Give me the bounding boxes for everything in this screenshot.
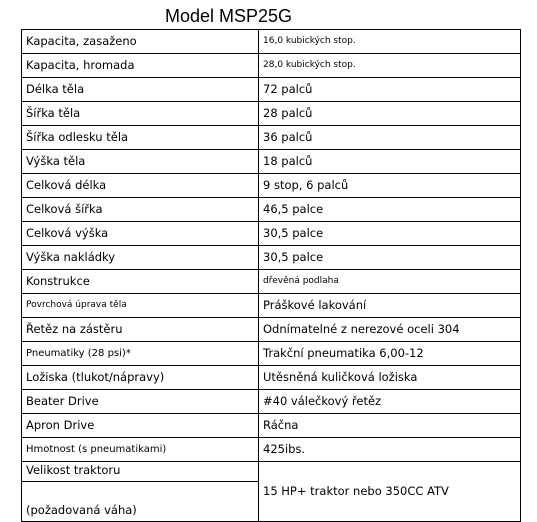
row-value: Utěsněná kuličková ložiska [259,366,521,390]
row-label: Apron Drive [22,414,259,438]
row-value: 72 palců [259,78,521,102]
row-label: Konstrukce [22,270,259,294]
row-label: Velikost traktoru [22,462,259,482]
row-value: 9 stop, 6 palců [259,174,521,198]
table-row [22,102,521,126]
row-label: Kapacita, zasaženo [22,30,259,54]
table-row [22,414,521,438]
row-label-secondary: (požadovaná váha) [22,482,259,522]
row-value: Trakční pneumatika 6,00-12 [259,342,521,366]
row-value: dřevěná podlaha [259,270,521,294]
table-row [22,30,521,54]
row-label: Šířka odlesku těla [22,126,259,150]
table-row [22,462,521,482]
row-value: 46,5 palce [259,198,521,222]
row-value: 30,5 palce [259,246,521,270]
row-label: Ložiska (tlukot/nápravy) [22,366,259,390]
spec-table [21,29,521,522]
row-label: Celková výška [22,222,259,246]
row-label: Šířka těla [22,102,259,126]
table-row [22,390,521,414]
row-label: Beater Drive [22,390,259,414]
row-label: Řetěz na zástěru [22,318,259,342]
row-value: #40 válečkový řetěz [259,390,521,414]
row-label: Výška nakládky [22,246,259,270]
row-value: 425ibs. [259,438,521,462]
table-row [22,222,521,246]
row-value: 18 palců [259,150,521,174]
row-label: Povrchová úprava těla [22,294,259,318]
row-label: Délka těla [22,78,259,102]
table-row [22,54,521,78]
row-value: 16,0 kubických stop. [259,30,521,54]
row-value: 36 palců [259,126,521,150]
table-row [22,294,521,318]
row-value: Ráčna [259,414,521,438]
row-value: 28 palců [259,102,521,126]
row-label: Pneumatiky (28 psi)* [22,342,259,366]
row-value: 28,0 kubických stop. [259,54,521,78]
row-value: Práškové lakování [259,294,521,318]
row-value: 30,5 palce [259,222,521,246]
page-title: Model MSP25G [164,6,293,26]
row-label: Výška těla [22,150,259,174]
row-label: Celková šířka [22,198,259,222]
table-row [22,318,521,342]
table-row [22,342,521,366]
table-row [22,246,521,270]
table-row [22,150,521,174]
table-row [22,270,521,294]
table-row [22,438,521,462]
row-label: Hmotnost (s pneumatikami) [22,438,259,462]
row-label: Celková délka [22,174,259,198]
table-row [22,174,521,198]
row-value: Odnímatelné z nerezové oceli 304 [259,318,521,342]
table-row [22,198,521,222]
table-row [22,366,521,390]
row-label: Kapacita, hromada [22,54,259,78]
table-row [22,78,521,102]
table-row [22,126,521,150]
row-value: 15 HP+ traktor nebo 350CC ATV [259,462,521,522]
